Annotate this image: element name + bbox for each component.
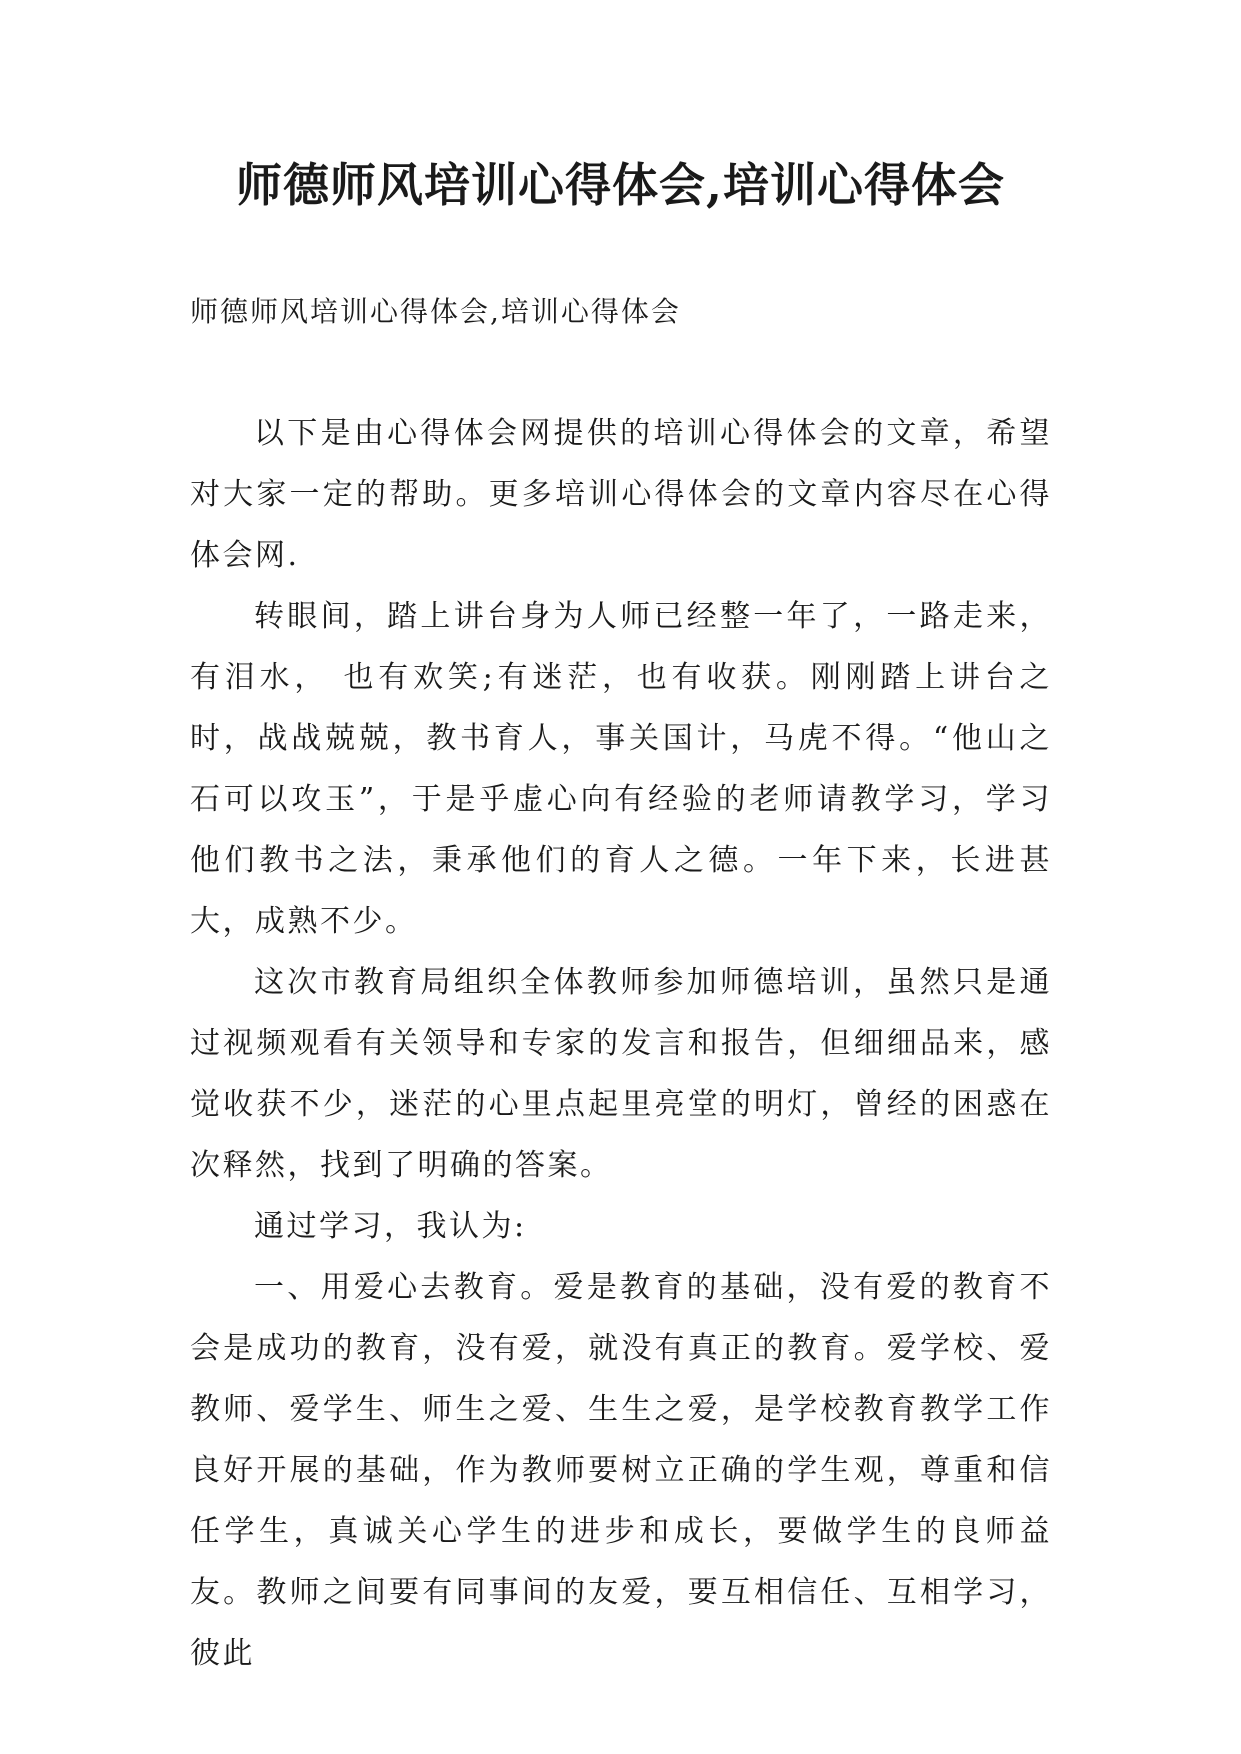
document-title: 师德师风培训心得体会,培训心得体会 [235, 158, 1005, 212]
paragraph-conclusion-lead: 通过学习，我认为: [254, 1209, 527, 1244]
document-subtitle: 师德师风培训心得体会,培训心得体会 [190, 295, 681, 328]
document-body [190, 403, 1052, 1684]
paragraph-point-one: 一、用爱心去教育。爱是教育的基础，没有爱的教育不会是成功的教育，没有爱，就没有真正的教育。爱学校、爱教师、爱学生、师生之爱、生生之爱，是学校教育教学工作良好开展的基础，作为教师要树立正确的学生观，尊重和信任学生，真诚关心学生的进步和成长，要做学生的良师益友。教师之间要有同事间的友爱，要互相信任、互相学习，彼此 [190, 1270, 1052, 1671]
paragraph-training: 这次市教育局组织全体教师参加师德培训，虽然只是通过视频观看有关领导和专家的发言和报告，但细细品来，感觉收获不少，迷茫的心里点起里亮堂的明灯，曾经的困惑在次释然，找到了明确的答案。 [190, 965, 1052, 1183]
paragraph-reflection: 转眼间，踏上讲台身为人师已经整一年了，一路走来，有泪水， 也有欢笑;有迷茫，也有收获。刚刚踏上讲台之时，战战兢兢，教书育人，事关国计，马虎不得。“他山之石可以攻玉”，于是乎虚心向有经验的老师请教学习，学习他们教书之法，秉承他们的育人之德。一年下来，长进甚大，成熟不少。 [190, 599, 1052, 939]
paragraph-intro: 以下是由心得体会网提供的培训心得体会的文章，希望对大家一定的帮助。更多培训心得体会的文章内容尽在心得体会网. [190, 416, 1052, 573]
